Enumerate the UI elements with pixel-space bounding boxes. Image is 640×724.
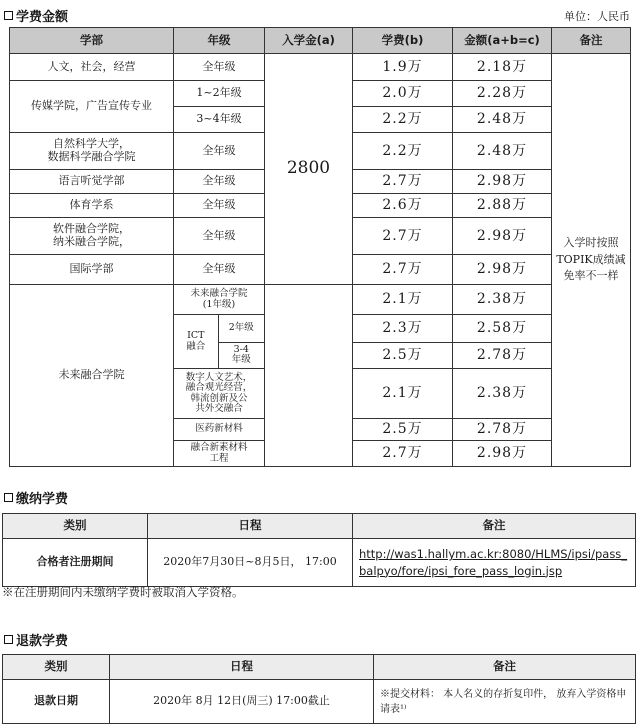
total-cell: 2.38万 xyxy=(453,285,552,315)
total-cell: 2.28万 xyxy=(453,81,552,107)
dept-cell: 传媒学院，广告宣传专业 xyxy=(10,81,174,133)
dept-line: 数据科学融合学院 xyxy=(47,150,136,163)
header-tuition: 学费(b) xyxy=(353,28,453,54)
checkbox-square-icon xyxy=(4,493,13,502)
header-category: 类别 xyxy=(3,514,148,539)
payment-footnote: ※在注册期间内未缴纳学费时被取消入学资格。 xyxy=(2,585,244,599)
grade-line: 年级 xyxy=(231,354,251,366)
header-entry-fee: 入学金(a) xyxy=(265,28,353,54)
total-cell: 2.78万 xyxy=(453,342,552,369)
grade-cell xyxy=(174,369,265,419)
remark-line: 入学时按照 xyxy=(563,236,619,250)
tuition-cell: 2.1万 xyxy=(353,285,453,315)
table-row xyxy=(3,539,636,587)
grade-cell: 医药新材料 xyxy=(174,419,265,441)
tuition-cell: 2.7万 xyxy=(353,170,453,194)
section-title-payment xyxy=(4,488,68,507)
category-cell: 合格者注册期间 xyxy=(3,539,148,587)
total-cell: 2.88万 xyxy=(453,194,552,218)
dept-cell: 体育学系 xyxy=(10,194,174,218)
grade-cell: 全年级 xyxy=(174,255,265,285)
grade-line: (1年级) xyxy=(202,298,236,310)
payment-table xyxy=(2,513,636,587)
schedule-cell: 2020年 8月 12日(周三) 17:00截止 xyxy=(110,680,374,724)
section-title-fee-amount xyxy=(4,6,68,25)
section-title-text: 学费金额 xyxy=(16,10,69,25)
tuition-cell: 2.7万 xyxy=(353,255,453,285)
checkbox-square-icon xyxy=(4,635,13,644)
grade-cell: 全年级 xyxy=(174,54,265,81)
ict-label-cell xyxy=(174,315,218,368)
remark-line: TOPIK成绩减 xyxy=(556,252,626,266)
dept-cell xyxy=(10,133,174,170)
total-cell: 2.98万 xyxy=(453,170,552,194)
total-cell: 2.48万 xyxy=(453,107,552,133)
header-schedule: 日程 xyxy=(148,514,353,539)
header-grade: 年级 xyxy=(174,28,265,54)
dept-line: 纳米融合学院， xyxy=(53,235,130,248)
refund-table xyxy=(2,654,636,724)
header-remark: 备注 xyxy=(552,28,631,54)
header-schedule: 日程 xyxy=(110,655,374,680)
tuition-cell: 2.5万 xyxy=(353,342,453,369)
ict-line: ICT xyxy=(187,330,205,342)
grade-line: 数字人文艺术， xyxy=(185,371,253,383)
dept-line: 软件融合学院， xyxy=(53,222,130,236)
remark-cell xyxy=(552,54,631,467)
tuition-cell: 1.9万 xyxy=(353,54,453,81)
ict-subtable xyxy=(174,315,264,368)
registration-link[interactable]: http://was1.hallym.ac.kr:8080/HLMS/ipsi/pass_balpyo/fore/ipsi_fore_pass_login.jsp xyxy=(353,539,636,587)
dept-cell: 未来融合学院 xyxy=(10,285,174,467)
grade-cell xyxy=(174,441,265,467)
total-cell: 2.18万 xyxy=(453,54,552,81)
dept-cell xyxy=(10,218,174,255)
currency-unit-note: 单位：人民币 xyxy=(564,10,630,23)
total-cell: 2.98万 xyxy=(453,218,552,255)
grade-cell: 全年级 xyxy=(174,170,265,194)
grade-cell: 3~4年级 xyxy=(174,107,265,133)
tuition-cell: 2.5万 xyxy=(353,419,453,441)
grade-cell: 全年级 xyxy=(174,194,265,218)
ict-grade-3-4 xyxy=(218,342,264,368)
dept-line: 自然科学大学， xyxy=(53,137,130,151)
section-title-text: 缴纳学费 xyxy=(16,492,69,507)
refund-note-cell: ※提交材料： 本人名义的存折复印件， 放弃入学资格申请表¹⁾ xyxy=(374,680,636,724)
section-title-text: 退款学费 xyxy=(16,634,69,649)
grade-line: 工程 xyxy=(209,452,229,464)
dept-cell: 语言听觉学部 xyxy=(10,170,174,194)
category-cell: 退款日期 xyxy=(3,680,110,724)
grade-line: 未来融合学院 xyxy=(190,288,248,300)
grade-cell: 1~2年级 xyxy=(174,81,265,107)
header-total: 金额(a+b=c) xyxy=(453,28,552,54)
table-row xyxy=(3,680,636,724)
tuition-cell: 2.2万 xyxy=(353,107,453,133)
grade-line: 共外交融合 xyxy=(195,402,243,414)
grade-line: 融合观光经营， xyxy=(185,382,253,394)
grade-cell xyxy=(174,285,265,315)
grade-line: 韩流创新及公 xyxy=(190,392,248,404)
tuition-cell: 2.0万 xyxy=(353,81,453,107)
total-cell: 2.58万 xyxy=(453,315,552,343)
total-cell: 2.38万 xyxy=(453,369,552,419)
ict-line: 融合 xyxy=(186,340,206,352)
entry-fee-cell: 2800 xyxy=(265,54,353,285)
header-dept: 学部 xyxy=(10,28,174,54)
grade-cell: 全年级 xyxy=(174,218,265,255)
checkbox-square-icon xyxy=(4,11,13,20)
dept-cell: 人文，社会，经营 xyxy=(10,54,174,81)
grade-cell xyxy=(174,315,265,369)
tuition-cell: 2.6万 xyxy=(353,194,453,218)
dept-cell: 国际学部 xyxy=(10,255,174,285)
total-cell: 2.98万 xyxy=(453,441,552,467)
tuition-cell: 2.1万 xyxy=(353,369,453,419)
header-remark: 备注 xyxy=(374,655,636,680)
grade-cell: 全年级 xyxy=(174,133,265,170)
tuition-cell: 2.2万 xyxy=(353,133,453,170)
total-cell: 2.78万 xyxy=(453,419,552,441)
remark-line: 免率不一样 xyxy=(563,269,619,283)
schedule-cell: 2020年7月30日~8月5日， 17:00 xyxy=(148,539,353,587)
header-remark: 备注 xyxy=(353,514,636,539)
table-row xyxy=(10,285,631,315)
tuition-cell: 2.7万 xyxy=(353,218,453,255)
table-row xyxy=(10,54,631,81)
tuition-fee-table xyxy=(9,27,631,467)
header-category: 类别 xyxy=(3,655,110,680)
tuition-cell: 2.3万 xyxy=(353,315,453,343)
section-title-refund xyxy=(4,630,68,649)
tuition-cell: 2.7万 xyxy=(353,441,453,467)
grade-line: 融合新素材料 xyxy=(190,442,248,454)
total-cell: 2.98万 xyxy=(453,255,552,285)
ict-grade-2: 2年级 xyxy=(218,315,264,342)
entry-fee-empty-cell xyxy=(265,285,353,467)
grade-line: 3-4 xyxy=(233,343,249,355)
total-cell: 2.48万 xyxy=(453,133,552,170)
